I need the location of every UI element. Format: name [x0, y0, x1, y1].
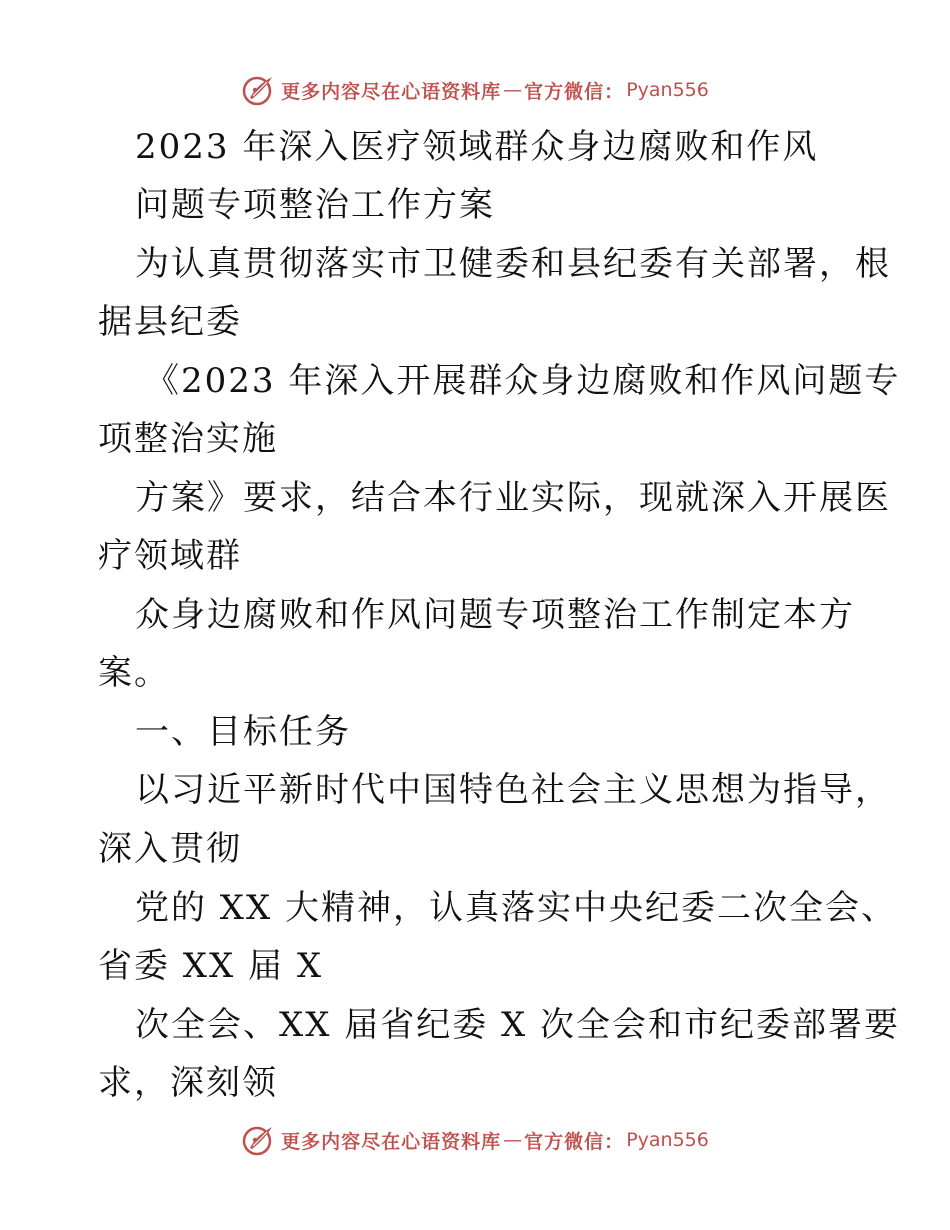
doc-line: 为认真贯彻落实市卫健委和县纪委有关部署，根	[135, 244, 891, 284]
doc-line: 《2023 年深入开展群众身边腐败和作风问题专	[145, 361, 901, 401]
doc-title-line-2: 问题专项整治工作方案	[135, 185, 495, 225]
doc-line: 求，深刻领	[98, 1063, 278, 1103]
banner-wechat-id: Pyan556	[626, 79, 709, 101]
leaf-pen-icon	[241, 72, 277, 108]
banner-text: 更多内容尽在心语资料库	[281, 80, 502, 103]
banner-separator: —	[503, 79, 523, 101]
doc-line: 次全会、XX 届省纪委 X 次全会和市纪委部署要	[135, 1005, 901, 1045]
section-heading: 一、目标任务	[135, 712, 351, 752]
banner-separator: —	[503, 1129, 523, 1151]
doc-title-line-1: 2023 年深入医疗领域群众身边腐败和作风	[135, 127, 819, 167]
doc-line: 众身边腐败和作风问题专项整治工作制定本方	[135, 595, 855, 635]
doc-line: 党的 XX 大精神，认真落实中央纪委二次全会、	[135, 888, 898, 928]
doc-line: 项整治实施	[98, 419, 278, 459]
header-banner[interactable]	[0, 70, 950, 110]
banner-wechat-label: 官方微信：	[524, 80, 625, 103]
banner-wechat-id: Pyan556	[626, 1129, 709, 1151]
leaf-pen-icon	[241, 1122, 277, 1158]
doc-line: 省委 XX 届 X	[98, 946, 324, 986]
doc-line: 案。	[98, 653, 170, 693]
doc-line: 据县纪委	[98, 302, 242, 342]
footer-banner[interactable]	[0, 1120, 950, 1160]
banner-text: 更多内容尽在心语资料库	[281, 1130, 502, 1153]
doc-line: 疗领域群	[98, 536, 242, 576]
banner-wechat-label: 官方微信：	[524, 1130, 625, 1153]
doc-line: 以习近平新时代中国特色社会主义思想为指导，	[135, 770, 891, 810]
doc-line: 方案》要求，结合本行业实际，现就深入开展医	[135, 478, 891, 518]
doc-line: 深入贯彻	[98, 829, 242, 869]
